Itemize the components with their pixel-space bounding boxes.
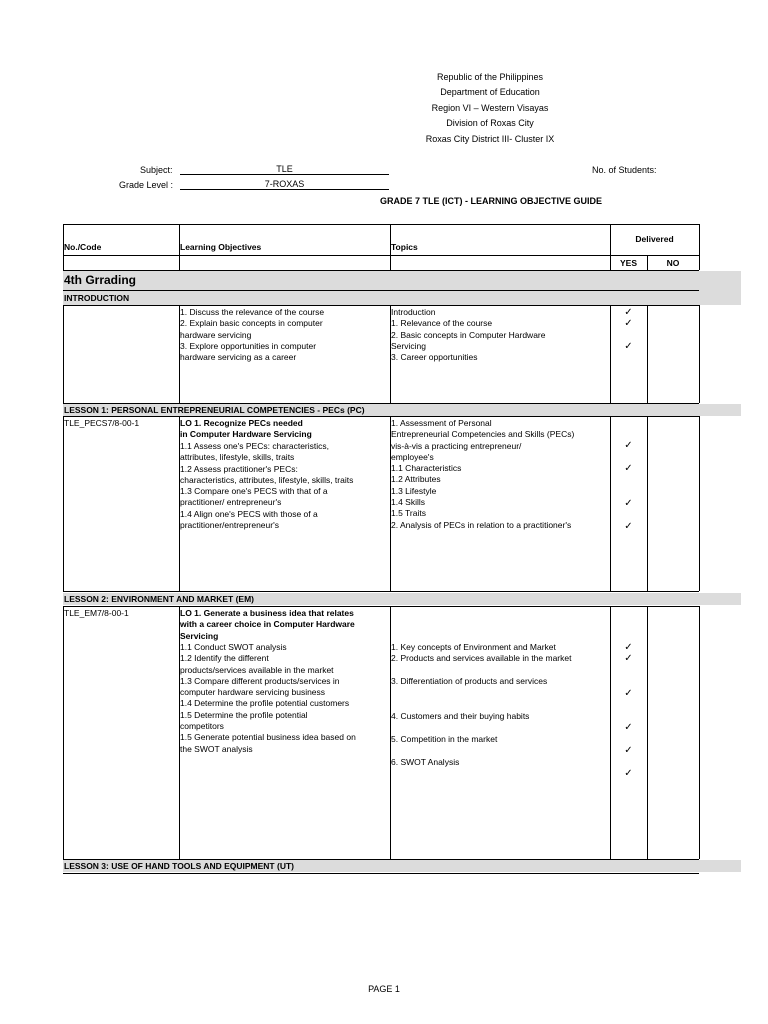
delivered-check: ✓ (624, 521, 633, 532)
col-header-topics: Topics (391, 242, 418, 252)
subject-value: TLE (180, 164, 389, 175)
delivered-check: ✓ (624, 440, 633, 451)
col-header-delivered: Delivered (635, 234, 674, 244)
header-line-1: Republic of the Philippines (436, 72, 544, 82)
col-header-yes: YES (619, 258, 637, 268)
students-label: No. of Students: (592, 165, 657, 175)
delivered-check: ✓ (624, 745, 633, 756)
subject-label: Subject: (140, 165, 173, 175)
lesson-2-topic-5: 5. Competition in the market (391, 734, 498, 744)
section-title-lesson-3: LESSON 3: USE OF HAND TOOLS AND EQUIPMENT (UT) (63, 860, 741, 872)
lesson-1-code: TLE_PECS7/8-00-1 (64, 418, 140, 428)
col-header-code: No./Code (64, 242, 102, 252)
delivered-check: ✓ (624, 341, 633, 352)
lesson-2-topic-2: 2. Products and services available in the market (391, 653, 572, 663)
lesson-2-objectives: 1.1 Conduct SWOT analysis 1.2 Identify the different products/services available in the market 1.3 Compare different products/services in computer hardware servicing business 1.4 Determine the profile potential customers 1.5 Determine the profile potential competitors 1.5 Generate potential business idea based on the SWOT analysis (180, 642, 356, 754)
section-title-introduction: INTRODUCTION (64, 293, 130, 303)
grading-title: 4th Grrading (64, 273, 137, 287)
header-line-2: Department of Education (440, 87, 540, 97)
section-title-lesson-2: LESSON 2: ENVIRONMENT AND MARKET (EM) (63, 593, 741, 605)
grade-level-label: Grade Level : (119, 180, 174, 190)
lesson-2-code: TLE_EM7/8-00-1 (64, 608, 129, 618)
section-title-lesson-1: LESSON 1: PERSONAL ENTREPRENEURIAL COMPETENCIES - PECs (PC) (63, 404, 741, 416)
guide-title: GRADE 7 TLE (ICT) - LEARNING OBJECTIVE GUIDE (380, 196, 603, 206)
col-header-objectives: Learning Objectives (180, 242, 262, 252)
intro-topics: Introduction 1. Relevance of the course 2. Basic concepts in Computer Hardware Servicing 3. Career opportunities (391, 307, 546, 363)
delivered-check: ✓ (624, 498, 633, 509)
header-line-5: Roxas City District III- Cluster IX (425, 134, 555, 144)
header-line-3: Region VI – Western Visayas (431, 103, 549, 113)
delivered-check: ✓ (624, 463, 633, 474)
lesson-2-topic-1: 1. Key concepts of Environment and Market (391, 642, 556, 652)
delivered-check: ✓ (624, 307, 633, 318)
delivered-check: ✓ (624, 653, 633, 664)
lesson-2-topic-6: 6. SWOT Analysis (391, 757, 460, 767)
delivered-check: ✓ (624, 768, 633, 779)
intro-objectives: 1. Discuss the relevance of the course 2. Explain basic concepts in computer hardware servicing 3. Explore opportunities in computer hardware servicing as a career (180, 307, 325, 363)
delivered-check: ✓ (624, 688, 633, 699)
lesson-2-objective-heading: LO 1. Generate a business idea that relates with a career choice in Computer Hardware Servicing (180, 608, 355, 641)
col-header-no: NO (666, 258, 680, 268)
delivered-check: ✓ (624, 318, 633, 329)
lesson-1-objectives: 1.1 Assess one's PECs: characteristics, attributes, lifestyle, skills, traits 1.2 Assess practitioner's PECs: characteristics, attributes, lifestyle, skills, traits 1.3 Compare one's PECS with that of a practitioner/ entrepreneur's 1.4 Align one's PECS with those of a practitioner/entrepreneur's (180, 441, 354, 531)
lesson-1-topics: 1. Assessment of Personal Entrepreneurial Competencies and Skills (PECs) vis-à-vis a practicing entrepreneur/ employee's 1.1 Characteristics 1.2 Attributes 1.3 Lifestyle 1.4 Skills 1.5 Traits 2. Analysis of PECs in relation to a practitioner's (391, 418, 575, 530)
page-number: PAGE 1 (368, 984, 400, 994)
delivered-check: ✓ (624, 722, 633, 733)
header-line-4: Division of Roxas City (446, 118, 534, 128)
lesson-2-topic-3: 3. Differentiation of products and services (391, 676, 548, 686)
lesson-2-topic-4: 4. Customers and their buying habits (391, 711, 530, 721)
delivered-check: ✓ (624, 642, 633, 653)
grade-level-value: 7-ROXAS (180, 179, 389, 190)
lesson-1-objective-heading: LO 1. Recognize PECs needed in Computer Hardware Servicing (180, 418, 312, 440)
grading-band (63, 271, 741, 305)
